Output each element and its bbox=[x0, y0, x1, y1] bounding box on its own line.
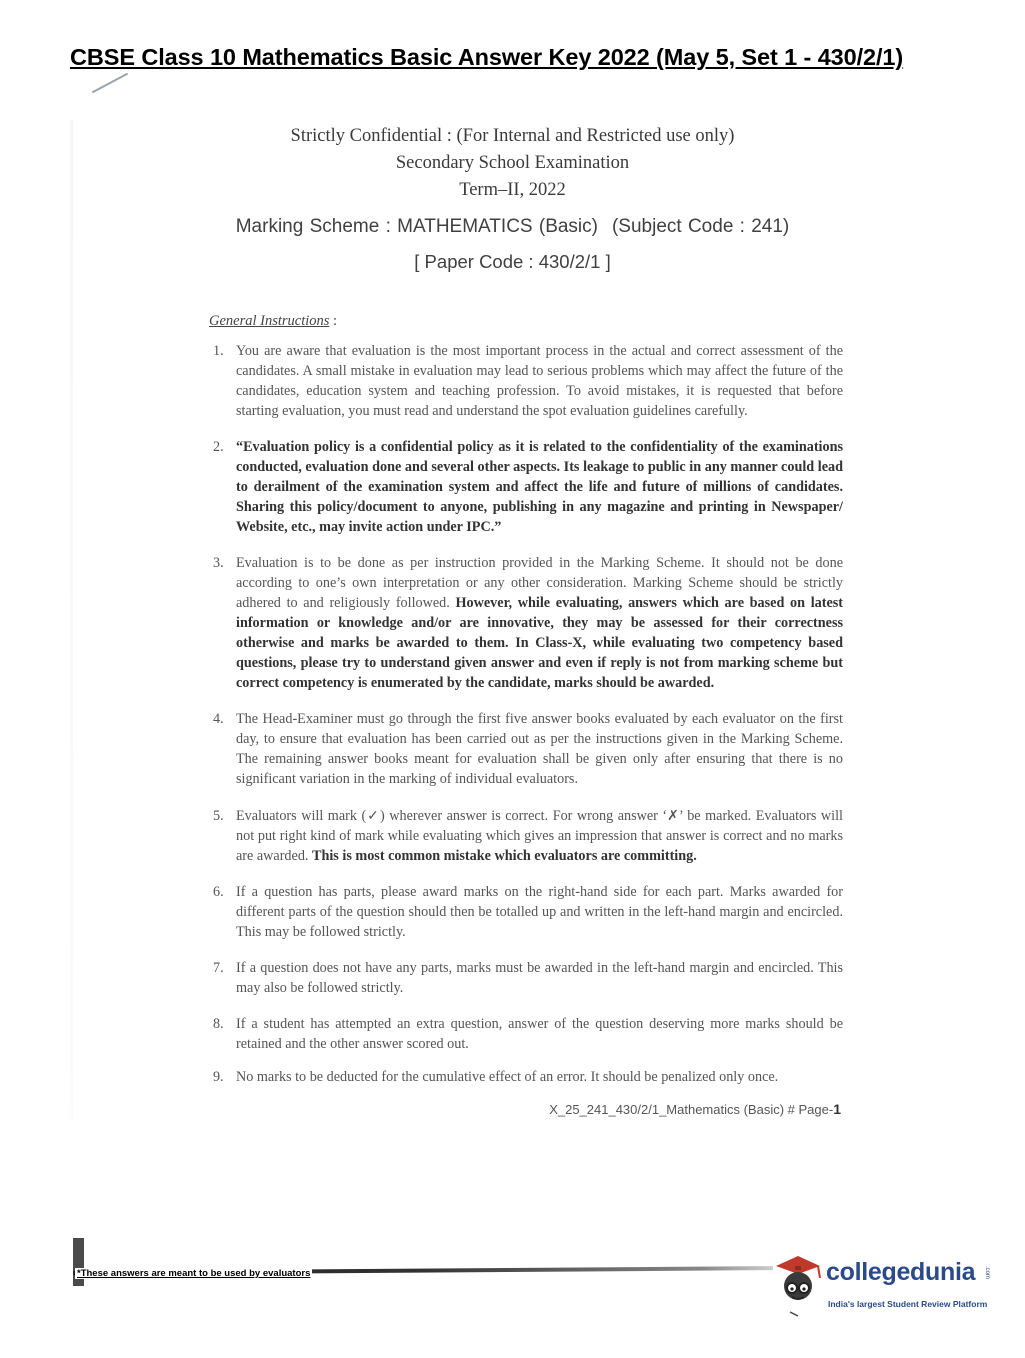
instruction-item bbox=[213, 958, 843, 998]
instruction-number: 8. bbox=[213, 1016, 224, 1032]
marking-scheme-label: Marking Scheme : MATHEMATICS (Basic) bbox=[235, 216, 598, 237]
term-heading: Term–II, 2022 bbox=[459, 180, 566, 200]
mascot-icon bbox=[768, 1252, 828, 1322]
instruction-number: 4. bbox=[213, 711, 224, 727]
logo-brand-text: collegedunia bbox=[826, 1258, 976, 1286]
exam-name-heading: Secondary School Examination bbox=[395, 153, 630, 173]
instruction-item bbox=[213, 1014, 843, 1054]
logo-tagline: India's largest Student Review Platform bbox=[828, 1299, 988, 1309]
paper-code: [ Paper Code : 430/2/1 ] bbox=[414, 251, 611, 272]
instruction-item bbox=[213, 341, 843, 421]
instruction-text: No marks to be deducted for the cumulative effect of an error. It should be penalized only once. bbox=[236, 1069, 779, 1085]
instruction-text: Evaluators will mark (✓) wherever answer is correct. For wrong answer ‘✗’ be marked. Evaluators will not put right kind of mark while evaluating which gives an impression that answer is correct and no marks are awarded. bbox=[236, 808, 843, 864]
instruction-item bbox=[213, 882, 843, 942]
instruction-bold-text: This is most common mistake which evaluators are committing. bbox=[312, 848, 697, 864]
instruction-number: 2. bbox=[213, 439, 224, 455]
instruction-text: Evaluation is to be done as per instruction provided in the Marking Scheme. It should not be done according to one’s own interpretation or any other consideration. Marking Scheme should be strictly adhered to and religiously followed. bbox=[236, 555, 843, 611]
instruction-text: If a student has attempted an extra question, answer of the question deserving more marks should be retained and the other answer scored out. bbox=[236, 1016, 843, 1052]
instruction-item bbox=[213, 806, 843, 866]
pen-mark bbox=[92, 73, 128, 94]
general-instructions-heading: General Instructions : bbox=[209, 313, 338, 329]
instruction-number: 6. bbox=[213, 884, 224, 900]
general-instructions-label: General Instructions bbox=[209, 313, 330, 329]
instruction-text: If a question does not have any parts, marks must be awarded in the left-hand margin and encircled. This may also be followed strictly. bbox=[236, 960, 843, 996]
evaluator-disclaimer: *These answers are meant to be used by evaluators bbox=[77, 1268, 311, 1279]
instruction-number: 3. bbox=[213, 555, 224, 571]
instruction-number: 7. bbox=[213, 960, 224, 976]
page-number: 1 bbox=[833, 1101, 841, 1117]
confidential-heading: Strictly Confidential : (For Internal and Restricted use only) bbox=[290, 126, 735, 146]
instruction-number: 9. bbox=[213, 1069, 224, 1085]
instruction-bold-text: However, while evaluating, answers which are based on latest information or knowledge and/or are innovative, they may be assessed for their correctness otherwise and marks be awarded to them. In Class-X, while evaluating two competency based questions, please try to understand given answer and even if reply is not from marking scheme but correct competency is enumerated by the candidate, marks should be awarded. bbox=[236, 595, 844, 691]
collegedunia-logo[interactable] bbox=[768, 1252, 998, 1322]
instruction-number: 1. bbox=[213, 343, 224, 359]
instruction-text: “Evaluation policy is a confidential policy as it is related to the confidentiality of the examinations conducted, evaluation done and several other aspects. Its leakage to public in any manner could lead to derailment of the examination system and affect the life and future of millions of candidates. Sharing this policy/document to anyone, publishing in any magazine and printing in Newspaper/ Website, etc., may invite action under IPC.” bbox=[236, 439, 843, 535]
instruction-item bbox=[213, 437, 843, 537]
logo-dotcom-text: .com bbox=[984, 1266, 990, 1280]
instruction-text: If a question has parts, please award marks on the right-hand side for each part. Marks awarded for different parts of the question should then be totalled up and written in the left-hand margin and encircled. This may be followed strictly. bbox=[236, 884, 843, 940]
instruction-item bbox=[213, 553, 843, 693]
instruction-text: The Head-Examiner must go through the first five answer books evaluated by each evaluator on the first day, to ensure that evaluation has been carried out as per the instructions given in the Marking Scheme. The remaining answer books meant for evaluation shall be given only after ensuring that there is no significant variation in the marking of individual evaluators. bbox=[236, 711, 843, 787]
footer-code-text: X_25_241_430/2/1_Mathematics (Basic) # Page- bbox=[549, 1102, 834, 1117]
instruction-number: 5. bbox=[213, 808, 224, 824]
marking-scheme-heading bbox=[0, 216, 1025, 238]
subject-code: (Subject Code : 241) bbox=[611, 216, 790, 237]
instruction-text: You are aware that evaluation is the most important process in the actual and correct assessment of the candidates. A small mistake in evaluation may lead to serious problems which may affect the future of the candidates, education system and teaching profession. To avoid mistakes, it is requested that before starting evaluation, you must read and understand the spot evaluation guidelines carefully. bbox=[236, 343, 843, 419]
page-footer-code bbox=[549, 1101, 841, 1117]
instruction-item bbox=[213, 709, 843, 789]
instruction-item bbox=[213, 1067, 843, 1087]
document-banner-title: CBSE Class 10 Mathematics Basic Answer Key 2022 (May 5, Set 1 - 430/2/1) bbox=[70, 44, 904, 70]
